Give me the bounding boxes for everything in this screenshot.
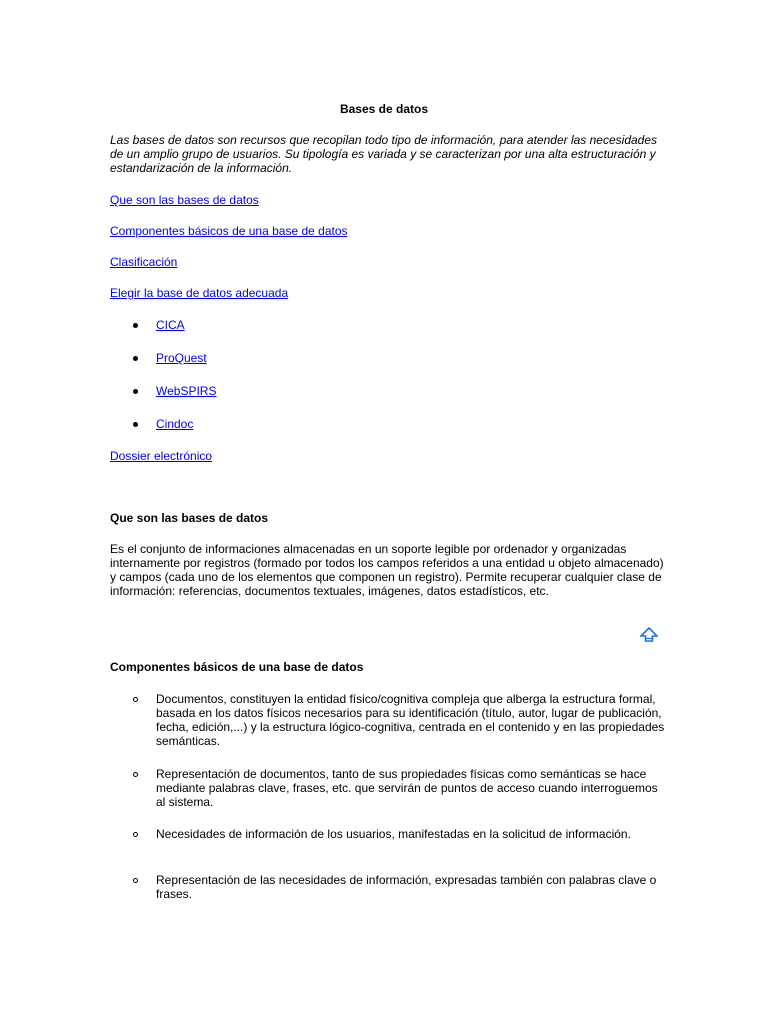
list-item: Documentos, constituyen la entidad físico/cognitiva compleja que alberga la estructura formal, basada en los datos físicos necesarios para su identificación (título, autor, lugar de publicación, fecha, edición,...) y la estructura lógico-cognitiva, centrada en el contenido y en las propiedades semánticas.	[156, 692, 665, 748]
circle-bullet-icon	[133, 697, 138, 702]
database-link-proquest[interactable]: ProQuest	[156, 351, 207, 365]
list-item: Representación de las necesidades de información, expresadas también con palabras clave o frases.	[156, 873, 657, 901]
circle-bullet-icon	[133, 878, 138, 883]
database-link-webspirs[interactable]: WebSPIRS	[156, 384, 217, 398]
bullet-icon	[133, 356, 138, 361]
page-title: Bases de datos	[339, 102, 429, 116]
intro-paragraph: Las bases de datos son recursos que recopilan todo tipo de información, para atender las necesidades de un amplio grupo de usuarios. Su tipología es variada y se caracterizan por una alta estructuración y estandarización de la información.	[110, 133, 658, 175]
section-heading-que-son: Que son las bases de datos	[110, 511, 269, 525]
section-heading-componentes: Componentes básicos de una base de datos	[110, 660, 364, 674]
toc-link-que-son[interactable]: Que son las bases de datos	[110, 193, 259, 207]
toc-link-elegir[interactable]: Elegir la base de datos adecuada	[110, 286, 289, 300]
list-item: Necesidades de información de los usuarios, manifestadas en la solicitud de información.	[156, 827, 631, 841]
bullet-icon	[133, 389, 138, 394]
circle-bullet-icon	[133, 832, 138, 837]
up-arrow-icon[interactable]	[640, 627, 658, 643]
database-link-cica[interactable]: CICA	[156, 318, 185, 332]
section-body-que-son: Es el conjunto de informaciones almacenadas en un soporte legible por ordenador y organizadas internamente por registros (formado por todos los campos referidos a una entidad u objeto almacenado) y campos (cada uno de los elementos que componen un registro). Permite recuperar cualquier clase de información: referencias, documentos textuales, imágenes, datos estadísticos, etc.	[110, 542, 664, 598]
toc-link-clasificacion[interactable]: Clasificación	[110, 255, 178, 269]
circle-bullet-icon	[133, 772, 138, 777]
database-link-cindoc[interactable]: Cindoc	[156, 417, 194, 431]
bullet-icon	[133, 422, 138, 427]
toc-link-componentes[interactable]: Componentes básicos de una base de datos	[110, 224, 348, 238]
list-item: Representación de documentos, tanto de sus propiedades físicas como semánticas se hace mediante palabras clave, frases, etc. que servirán de puntos de acceso cuando interroguemos al sistema.	[156, 767, 658, 809]
dossier-link[interactable]: Dossier electrónico	[110, 449, 213, 463]
bullet-icon	[133, 323, 138, 328]
